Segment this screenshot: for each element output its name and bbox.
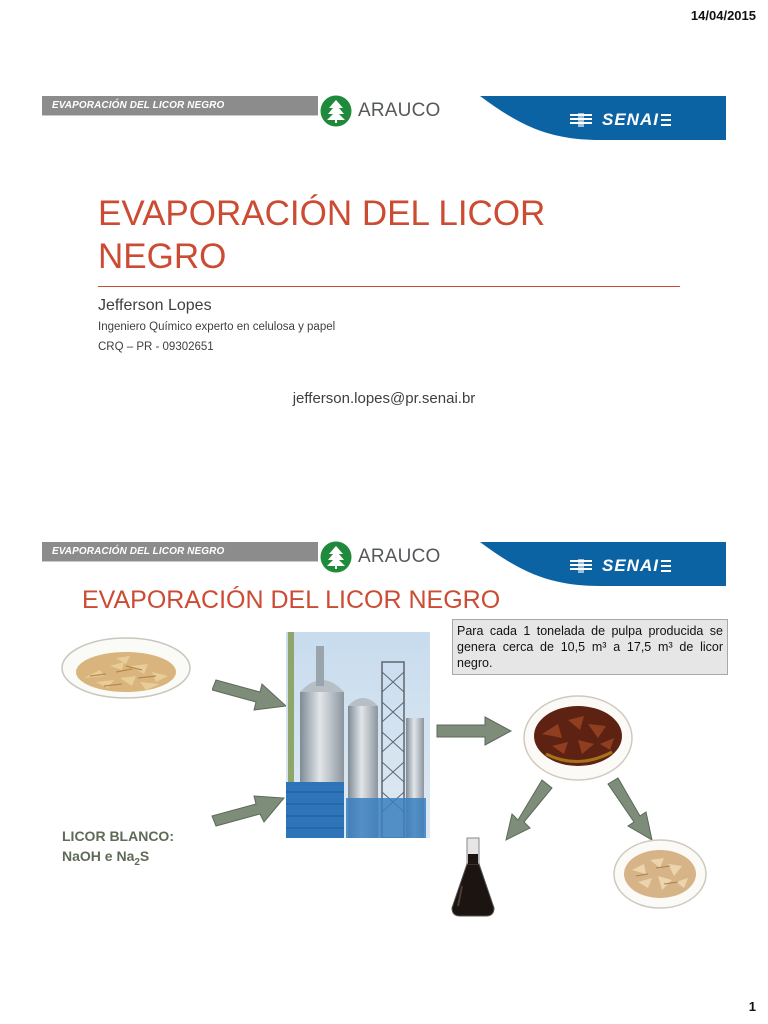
slide-2	[40, 538, 728, 938]
licor-blanco-formula	[62, 846, 174, 873]
dried-solids-plate-image	[612, 838, 708, 910]
senai-emblem-icon	[570, 559, 592, 573]
senai-wordmark: SENAI	[602, 110, 659, 129]
arauco-wordmark: ARAUCO	[358, 100, 441, 121]
author-registration: CRQ – PR - 09302651	[98, 341, 214, 353]
formula-prefix: NaOH e Na	[62, 848, 135, 864]
slide-title: EVAPORACIÓN DEL LICOR NEGRO	[82, 586, 501, 614]
info-callout	[452, 619, 728, 675]
arauco-logo	[320, 94, 441, 128]
slide-1	[40, 92, 728, 452]
info-text: Para cada 1 tonelada de pulpa producida se genera cerca de 10,5 m³ a 17,5 m³ de licor negro.	[457, 624, 723, 670]
arauco-tree-icon	[320, 95, 352, 127]
page-number: 1	[748, 999, 756, 1014]
arauco-tree-icon	[320, 541, 352, 573]
formula-suffix: S	[139, 848, 150, 864]
header-divider	[42, 561, 318, 562]
arrow-digester-to-black-liquor-icon	[435, 714, 513, 748]
senai-lines-icon	[661, 559, 671, 573]
slide-header	[40, 538, 728, 584]
senai-logo	[570, 556, 671, 576]
formula-subscript: 2	[134, 856, 140, 868]
arrow-to-liquor-flask-icon	[502, 778, 556, 844]
wood-chips-plate-image	[60, 636, 192, 700]
senai-lines-icon	[661, 113, 671, 127]
arauco-wordmark: ARAUCO	[358, 546, 441, 567]
title-rule	[98, 286, 680, 287]
section-label: EVAPORACIÓN DEL LICOR NEGRO	[52, 100, 225, 111]
black-liquor-flask-image	[448, 836, 498, 918]
author-email: jefferson.lopes@pr.senai.br	[292, 390, 476, 407]
senai-wordmark: SENAI	[602, 556, 659, 575]
senai-logo	[570, 110, 671, 130]
licor-blanco-label	[62, 826, 174, 873]
digester-plant-photo	[286, 632, 430, 838]
section-label-bar	[42, 96, 318, 116]
slide-header	[40, 92, 728, 138]
senai-emblem-icon	[570, 113, 592, 127]
author-name: Jefferson Lopes	[98, 297, 212, 314]
slide-title: EVAPORACIÓN DEL LICOR NEGRO	[98, 194, 546, 276]
licor-blanco-title: LICOR BLANCO:	[62, 828, 174, 844]
arrow-to-dried-solids-icon	[606, 776, 656, 844]
section-label: EVAPORACIÓN DEL LICOR NEGRO	[52, 546, 225, 557]
print-date: 14/04/2015	[690, 8, 756, 23]
black-liquor-plate-image	[522, 694, 634, 782]
arrow-licor-blanco-to-digester-icon	[210, 786, 288, 832]
arauco-logo	[320, 540, 441, 574]
arrow-chips-to-digester-icon	[212, 666, 292, 714]
header-divider	[42, 115, 318, 116]
section-label-bar	[42, 542, 318, 562]
author-role: Ingeniero Químico experto en celulosa y papel	[98, 321, 336, 333]
